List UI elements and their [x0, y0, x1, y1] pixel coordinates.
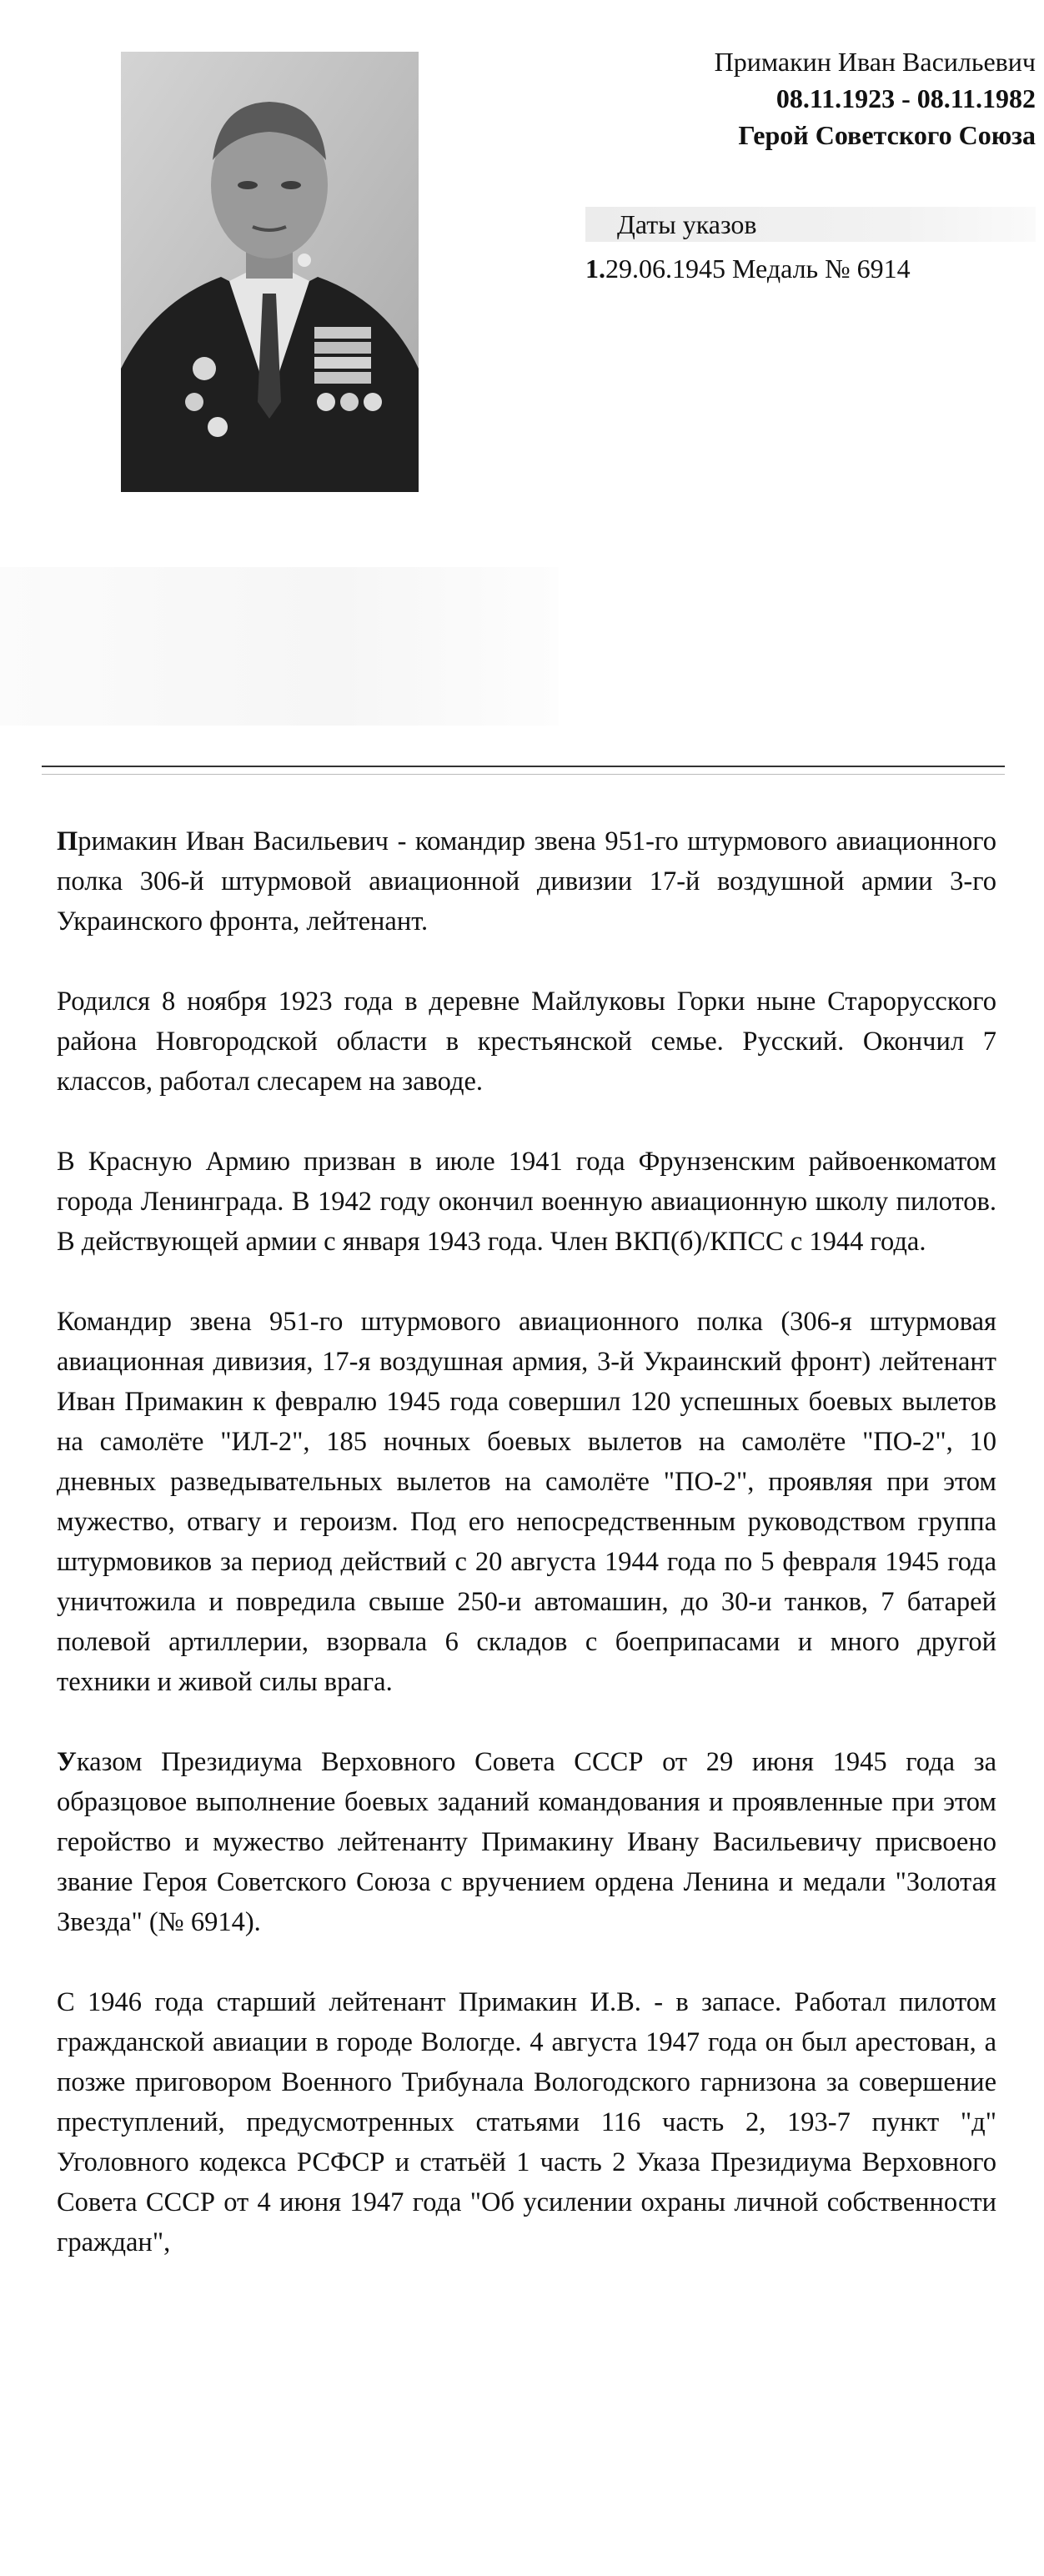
decree-item-text: 29.06.1945 Медаль № 6914: [605, 254, 911, 284]
bio-paragraph-5: Указом Президиума Верховного Совета СССР от 29 июня 1945 года за образцовое выполнение боевых заданий командования и проявленные при этом геройство и мужество лейтенанту Примакину Ивану Васильевичу присвоено звание Героя Советского Союза с вручением ордена Ленина и медали "Золотая Звезда" (№ 6914).: [57, 1747, 996, 1937]
hero-life-dates: 08.11.1923 - 08.11.1982: [775, 83, 1036, 113]
divider-line-shadow: [42, 774, 1005, 775]
drop-cap: П: [57, 826, 78, 856]
bio-paragraph-4: Командир звена 951-го штурмового авиационного полка (306-я штурмовая авиационная дивизия, 17-я воздушная армия, 3-й Украинский фронт) лейтенант Иван Примакин к февралю 1945 года совершил 120 успешных боевых вылетов на самолёте "ИЛ-2", 185 ночных боевых вылетов на самолёте "ПО-2", 10 дневных разведывательных вылетов на самолёте "ПО-2", проявляя при этом мужество, отвагу и героизм. Под его непосредственным руководством группа штурмовиков за период действий с 20 августа 1944 года по 5 февраля 1945 года уничтожила и повредила свыше 250-и автомашин, до 30-и танков, 7 батарей полевой артиллерии, взорвала 6 складов с боеприпасами и много другой техники и живой силы врага.: [57, 1307, 996, 1697]
portrait-photo: [121, 52, 419, 492]
decrees-block: [585, 207, 1036, 287]
bio-paragraph-1: Примакин Иван Васильевич - командир звена 951-го штурмового авиационного полка 306-й штурмовой авиационной дивизии 17-й воздушной армии 3-го Украинского фронта, лейтенант.: [57, 826, 996, 936]
bio-paragraph-3: В Красную Армию призван в июле 1941 года Фрунзенским райвоенкоматом города Ленинграда. В 1942 году окончил военную авиационную школу пилотов. В действующей армии с января 1943 года. Член ВКП(б)/КПСС с 1944 года.: [57, 1147, 996, 1257]
hero-title: Герой Советского Союза: [738, 120, 1036, 150]
bio-paragraph-2: Родился 8 ноября 1923 года в деревне Майлуковы Горки ныне Старорусского района Новгородской области в крестьянской семье. Русский. Окончил 7 классов, работал слесарем на заводе.: [57, 987, 996, 1097]
decree-item-number: 1.: [585, 254, 605, 284]
biography-text: [57, 821, 996, 2302]
decree-item: [585, 250, 1036, 287]
faded-placeholder: [0, 567, 559, 726]
decrees-heading: Даты указов: [585, 207, 1036, 242]
bio-paragraph-6: С 1946 года старший лейтенант Примакин И.В. - в запасе. Работал пилотом гражданской авиации в городе Вологде. 4 августа 1947 года он был арестован, а позже приговором Военного Трибунала Вологодского гарнизона за совершение преступлений, предусмотренных статьями 116 часть 2, 193-7 пункт "д" Уголовного кодекса РСФСР и статьёй 1 часть 2 Указа Президиума Верховного Совета СССР от 4 июня 1947 года "Об усилении охраны личной собственности граждан",: [57, 1987, 996, 2257]
drop-cap: У: [57, 1747, 77, 1777]
hero-header: [544, 43, 1044, 153]
divider-line: [42, 766, 1005, 767]
hero-name: Примакин Иван Васильевич: [714, 47, 1036, 77]
portrait-image-icon: [121, 52, 419, 492]
